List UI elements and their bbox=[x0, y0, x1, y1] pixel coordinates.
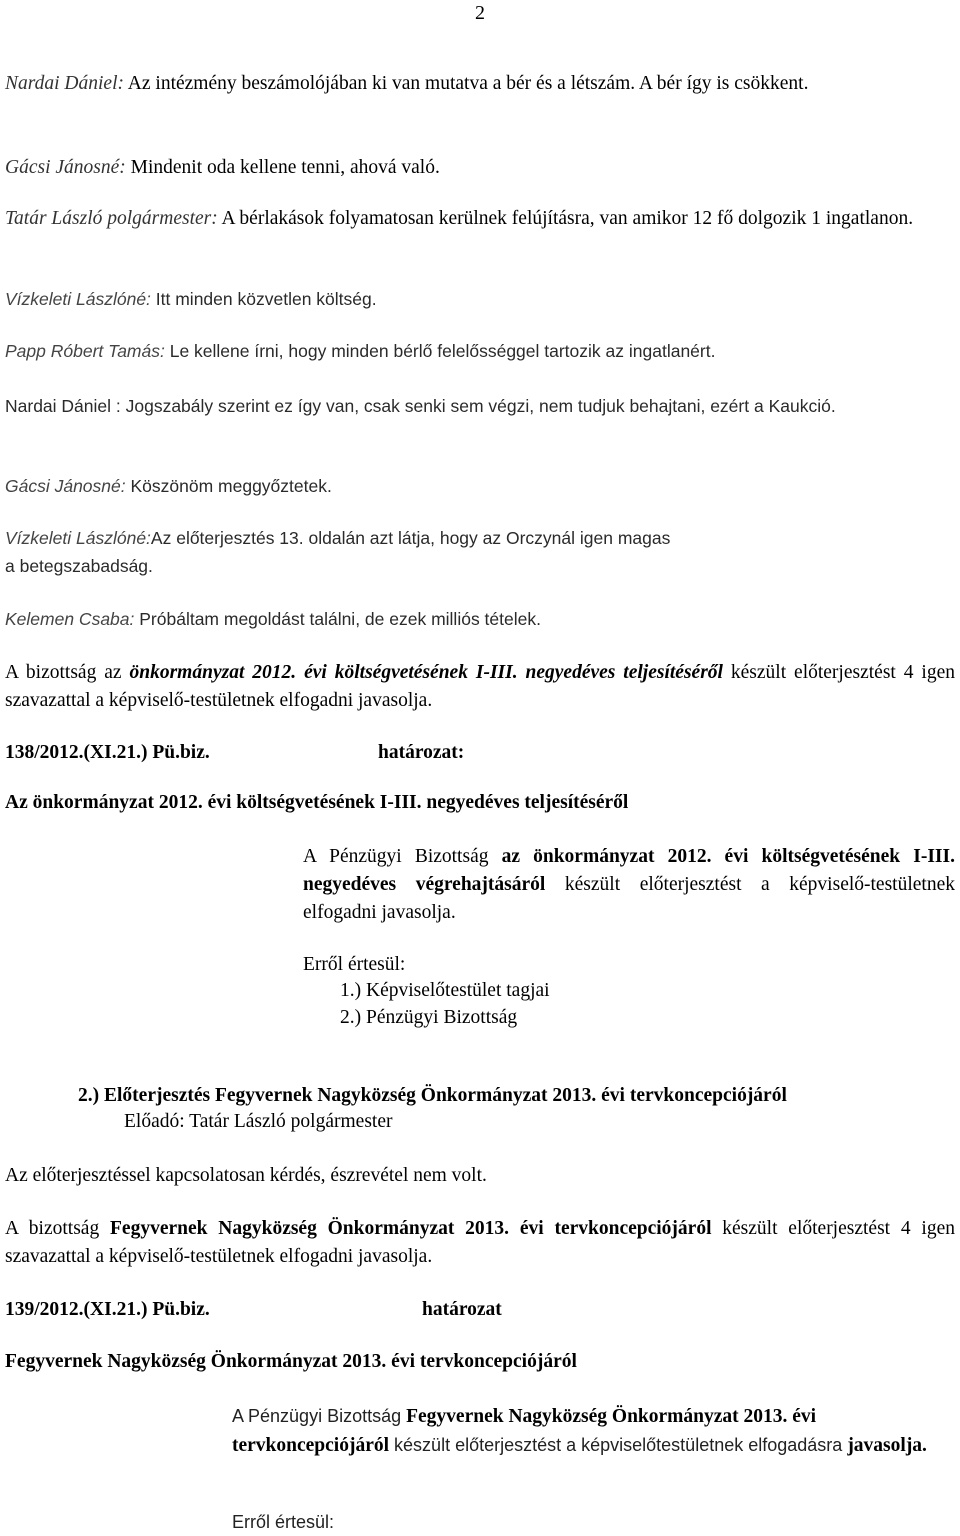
speaker-name: Papp Róbert Tamás: bbox=[5, 341, 165, 361]
statement-text: Köszönöm meggyőztetek. bbox=[125, 476, 332, 496]
resolution-body-2 bbox=[232, 1402, 955, 1460]
paragraph-tatar-1 bbox=[5, 205, 955, 233]
decision-subject: Fegyvernek Nagyközség Önkormányzat 2013. évi tervkoncepciójáról bbox=[110, 1218, 712, 1239]
resolution-title: Az önkormányzat 2012. évi költségvetésének I-III. negyedéves teljesítéséről bbox=[5, 792, 629, 813]
agenda-item-2-presenter bbox=[124, 1108, 954, 1136]
paragraph-gacsi-1 bbox=[5, 154, 955, 182]
resolution-header-2 bbox=[5, 1296, 955, 1324]
statement-text: Le kellene írni, hogy minden bérlő felelősséggel tartozik az ingatlanért. bbox=[164, 341, 716, 361]
decision-text-end: készült előterjesztést 4 igen szavazattal a képviselő-testületnek elfogadni javasolja. bbox=[5, 1218, 955, 1267]
statement-text: Nardai Dániel : Jogszabály szerint ez így van, csak senki sem végzi, nem tudjuk behajtani, ezért a Kaukció. bbox=[5, 396, 836, 416]
resolution-title: Fegyvernek Nagyközség Önkormányzat 2013. évi tervkoncepciójáról bbox=[5, 1351, 577, 1372]
resolution-number: 139/2012.(XI.21.) Pü.biz. bbox=[5, 1299, 210, 1320]
speaker-name: Gácsi Jánosné: bbox=[5, 476, 126, 496]
paragraph-papp-1 bbox=[5, 337, 955, 365]
paragraph-kelemen-1 bbox=[5, 605, 955, 633]
notify-label: Erről értesül: bbox=[232, 1512, 335, 1532]
speaker-name: Gácsi Jánosné: bbox=[5, 157, 126, 178]
paragraph-nardai-2 bbox=[5, 392, 955, 420]
speaker-name: Kelemen Csaba: bbox=[5, 609, 135, 629]
resolution-body-text: A Pénzügyi Bizottság bbox=[232, 1406, 407, 1426]
resolution-title-1 bbox=[5, 789, 955, 817]
resolution-body-text: A Pénzügyi Bizottság bbox=[303, 846, 502, 867]
decision-subject: önkormányzat 2012. évi költségvetésének I-III. negyedéves teljesítéséről bbox=[129, 662, 723, 683]
resolution-body-end: javasolja. bbox=[847, 1435, 927, 1456]
presenter: Előadó: Tatár László polgármester bbox=[124, 1111, 393, 1132]
statement-text: A bérlakások folyamatosan kerülnek felújításra, van amikor 12 fő dolgozik 1 ingatlanon. bbox=[217, 208, 914, 229]
resolution-body-1 bbox=[303, 843, 955, 927]
resolution-header-1 bbox=[5, 739, 955, 767]
notify-item: 2.) Pénzügyi Bizottság bbox=[340, 1007, 518, 1028]
agenda-title: 2.) Előterjesztés Fegyvernek Nagyközség Önkormányzat 2013. évi tervkoncepciójáról bbox=[78, 1085, 787, 1106]
statement-text: Mindenit oda kellene tenni, ahová való. bbox=[125, 157, 440, 178]
notify-item-2 bbox=[340, 1004, 940, 1032]
resolution-label: határozat bbox=[422, 1299, 502, 1320]
agenda-item-2-title bbox=[78, 1082, 948, 1110]
resolution-title-2 bbox=[5, 1348, 955, 1376]
resolution-body-end: készült előterjesztést a képviselő-testületnek elfogadni javasolja. bbox=[303, 874, 955, 923]
speaker-name: Vízkeleti Lászlóné: bbox=[5, 528, 151, 548]
notify-label-1 bbox=[303, 951, 955, 979]
notify-label: Erről értesül: bbox=[303, 954, 406, 975]
statement-text-cont: a betegszabadság. bbox=[5, 556, 153, 576]
resolution-subject: Fegyvernek Nagyközség Önkormányzat 2013. évi tervkoncepciójáról bbox=[232, 1406, 817, 1456]
committee-decision-2 bbox=[5, 1215, 955, 1271]
paragraph-vizkeleti-2 bbox=[5, 524, 955, 580]
speaker-name: Nardai Dániel: bbox=[5, 73, 124, 94]
decision-text: A bizottság az bbox=[5, 662, 130, 683]
statement-text: Próbáltam megoldást találni, de ezek milliós tételek. bbox=[134, 609, 541, 629]
statement-text: Itt minden közvetlen költség. bbox=[150, 289, 377, 309]
notify-item-1 bbox=[340, 977, 940, 1005]
resolution-number: 138/2012.(XI.21.) Pü.biz. bbox=[5, 742, 210, 763]
resolution-label: határozat: bbox=[378, 742, 465, 763]
paragraph-gacsi-2 bbox=[5, 472, 955, 500]
resolution-subject: az önkormányzat 2012. évi költségvetésének I-III. negyedéves végrehajtásáról bbox=[303, 846, 955, 895]
paragraph-nardai-1 bbox=[5, 70, 955, 98]
decision-text-end: készült előterjesztést 4 igen szavazattal a képviselő-testületnek elfogadni javasolja. bbox=[5, 662, 955, 711]
paragraph-vizkeleti-1 bbox=[5, 285, 955, 313]
speaker-name: Vízkeleti Lászlóné: bbox=[5, 289, 151, 309]
committee-decision-1 bbox=[5, 659, 955, 715]
notify-label-2 bbox=[232, 1508, 955, 1536]
resolution-body-mid: készült előterjesztést a képviselőtestületnek elfogadásra bbox=[389, 1435, 848, 1455]
statement-text: Az előterjesztés 13. oldalán azt látja, hogy az Orczynál igen magas bbox=[150, 528, 671, 548]
decision-text: A bizottság bbox=[5, 1218, 110, 1239]
page-number: 2 bbox=[475, 2, 485, 24]
notify-item: 1.) Képviselőtestület tagjai bbox=[340, 980, 550, 1001]
no-questions-note bbox=[5, 1162, 955, 1190]
statement-text: Az intézmény beszámolójában ki van mutatva a bér és a létszám. A bér így is csökkent. bbox=[123, 73, 809, 94]
note-text: Az előterjesztéssel kapcsolatosan kérdés, észrevétel nem volt. bbox=[5, 1165, 487, 1186]
speaker-name: Tatár László polgármester: bbox=[5, 208, 218, 229]
